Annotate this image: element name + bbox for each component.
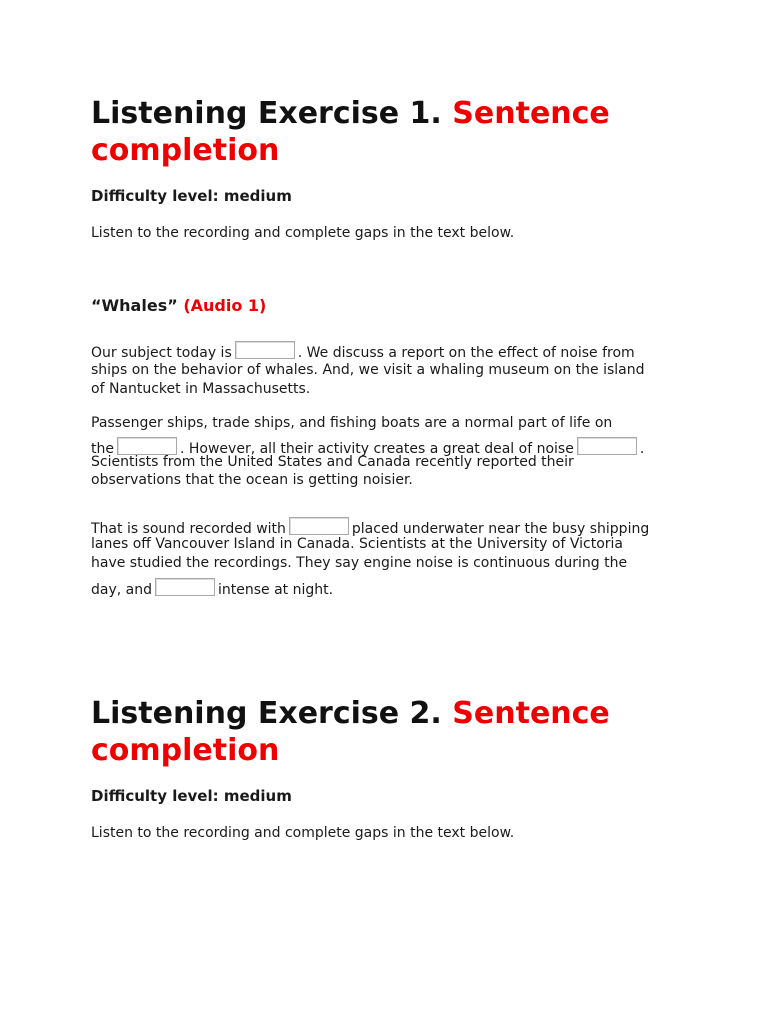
paragraph-1-text-a: Our subject today is: [91, 344, 232, 361]
paragraph-2-text-e: Scientists from the United States and Canada recently reported their: [91, 453, 574, 470]
exercise-2-title-accent: Sentence: [452, 696, 610, 731]
paragraph-1: [91, 341, 711, 398]
exercise-2-difficulty: Difficulty level: medium: [91, 787, 292, 805]
gap-input-4[interactable]: [289, 517, 349, 535]
paragraph-3-text-e: day, and: [91, 581, 152, 598]
exercise-1-difficulty: Difficulty level: medium: [91, 187, 292, 205]
paragraph-2-text-c: . However, all their activity creates a great deal of noise: [179, 440, 574, 457]
paragraph-2-text-f: observations that the ocean is getting noisier.: [91, 472, 413, 488]
exercise-1-title-accent-2: completion: [91, 133, 280, 168]
paragraph-2-text-b: the: [91, 440, 114, 457]
paragraph-3-text-d: have studied the recordings. They say engine noise is continuous during the: [91, 554, 628, 571]
story-title-text: “Whales”: [91, 296, 178, 315]
paragraph-3-text-c: lanes off Vancouver Island in Canada. Scientists at the University of Victoria: [91, 536, 623, 552]
exercise-1-title-main: Listening Exercise 1.: [91, 96, 442, 131]
paragraph-2-text-d: .: [639, 440, 645, 457]
gap-input-1[interactable]: [235, 341, 295, 359]
gap-input-2[interactable]: [117, 437, 177, 455]
gap-input-5[interactable]: [155, 578, 215, 596]
paragraph-2: [91, 414, 711, 490]
paragraph-3-text-b: placed underwater near the busy shipping: [351, 520, 650, 537]
paragraph-3-text-f: intense at night.: [218, 581, 334, 598]
gap-input-3[interactable]: [577, 437, 637, 455]
story-title: [91, 296, 266, 316]
exercise-2-title-main: Listening Exercise 2.: [91, 696, 442, 731]
exercise-1-instructions: Listen to the recording and complete gaps in the text below.: [91, 225, 515, 241]
paragraph-1-text-c: ships on the behavior of whales. And, we visit a whaling museum on the island: [91, 362, 645, 378]
paragraph-2-text-a: Passenger ships, trade ships, and fishing boats are a normal part of life on: [91, 415, 613, 431]
exercise-2-title: [91, 695, 691, 769]
paragraph-1-text-d: of Nantucket in Massachusetts.: [91, 380, 311, 397]
exercise-1-title-accent: Sentence: [452, 96, 610, 131]
exercise-2-instructions: Listen to the recording and complete gaps in the text below.: [91, 825, 515, 841]
exercise-1-title: [91, 95, 691, 169]
paragraph-3: [91, 517, 711, 602]
exercise-2-title-accent-2: completion: [91, 733, 280, 768]
paragraph-3-text-a: That is sound recorded with: [91, 520, 286, 537]
audio-link[interactable]: (Audio 1): [183, 296, 267, 315]
paragraph-1-text-b: . We discuss a report on the effect of noise from: [297, 344, 635, 361]
